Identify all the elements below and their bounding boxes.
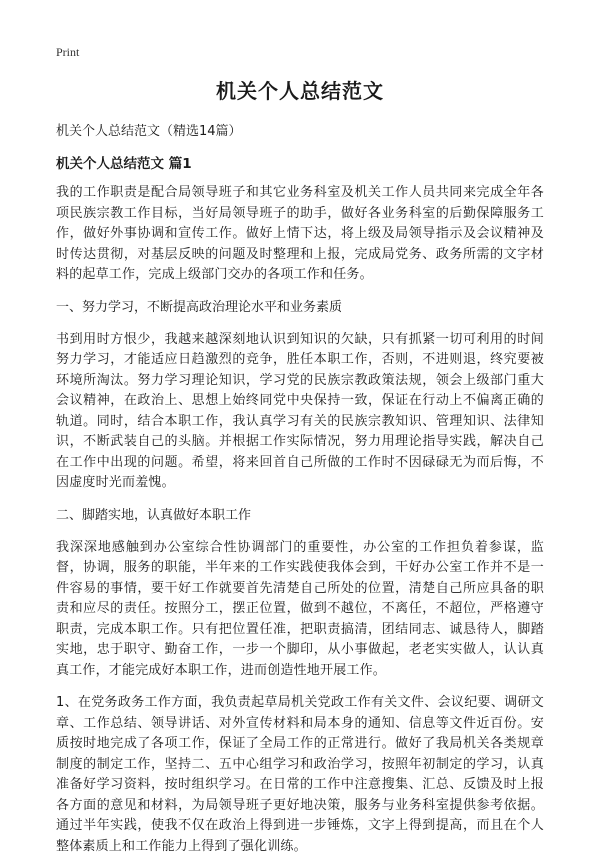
document-subtitle: 机关个人总结范文（精选14篇）: [56, 124, 242, 139]
heading-study: 一、努力学习，不断提高政治理论水平和业务素质: [56, 299, 343, 315]
print-label[interactable]: Print: [56, 45, 80, 59]
paragraph-party-affairs: 1、在党务政务工作方面，我负责起草局机关党政工作有关文件、会议纪要、调研文章、工作总结、领导讲话、对外宣传材料和局本身的通知、信息等文件近百份。安质按时地完成了各项工作，保证了全局工作的正常进行。做好了我局机关各类规章制度的制定工作，坚持二、五中心组学习和政治学习，按照年初制定的学习，认真准备好学习资料，按时组织学习。在日常的工作中注意搜集、汇总、反馈及时上报各方面的意见和材料，为局领导班子更好地决策，服务与业务科室提供参考依据。通过半年实践，使我不仅在政治上得到进一步锤炼，文字上得到提高，而且在个人整体素质上和工作能力上得到了强化训练。: [56, 695, 544, 854]
section-title: 机关个人总结范文 篇1: [56, 156, 192, 172]
paragraph-work: 我深深地感触到办公室综合性协调部门的重要性，办公室的工作担负着参谋，监督，协调，服务的职能，半年来的工作实践使我体会到，干好办公室工作并不是一件容易的事情，要干好工作就要首先清楚自己所处的位置，清楚自己所应具备的职责和应尽的责任。按照分工，摆正位置，做到不越位，不离任，不超位，严格遵守职责，完成本职工作。只有把位置任准，把职责搞清，团结同志、诚恳待人，脚踏实地，忠于职守、勤奋工作，一步一个脚印，从小事做起，老老实实做人，认认真真工作，才能完成好本职工作，进而创造性地开展工作。: [56, 539, 544, 678]
paragraph-study: 书到用时方恨少，我越来越深刻地认识到知识的欠缺，只有抓紧一切可利用的时间努力学习，才能适应日趋激烈的竞争，胜任本职工作，否则，不进则退，终究要被环境所淘汰。努力学习理论知识，学习党的民族宗教政策法规，领会上级部门重大会议精神，在政治上、思想上始终同党中央保持一致，保证在行动上不偏离正确的轨道。同时，结合本职工作，我认真学习有关的民族宗教知识、管理知识、法律知识，不断武装自己的头脑。并根据工作实际情况，努力用理论指导实践，解决自己在工作中出现的问题。希望，将来回首自己所做的工作时不因碌碌无为而后悔，不因虚度时光而羞愧。: [56, 331, 544, 490]
intro-paragraph: 我的工作职责是配合局领导班子和其它业务科室及机关工作人员共同来完成全年各项民族宗教工作目标，当好局领导班子的助手，做好各业务科室的后勤保障服务工作，做好外事协调和宣传工作。做好上情下达，将上级及局领导指示及会议精神及时传达贯彻，对基层反映的问题及时整理和上报，完成局党务、政务所需的文字材料的起草工作，完成上级部门交办的各项工作和任务。: [56, 185, 544, 282]
heading-work: 二、脚踏实地，认真做好本职工作: [56, 507, 252, 523]
document-title: 机关个人总结范文: [216, 79, 384, 103]
